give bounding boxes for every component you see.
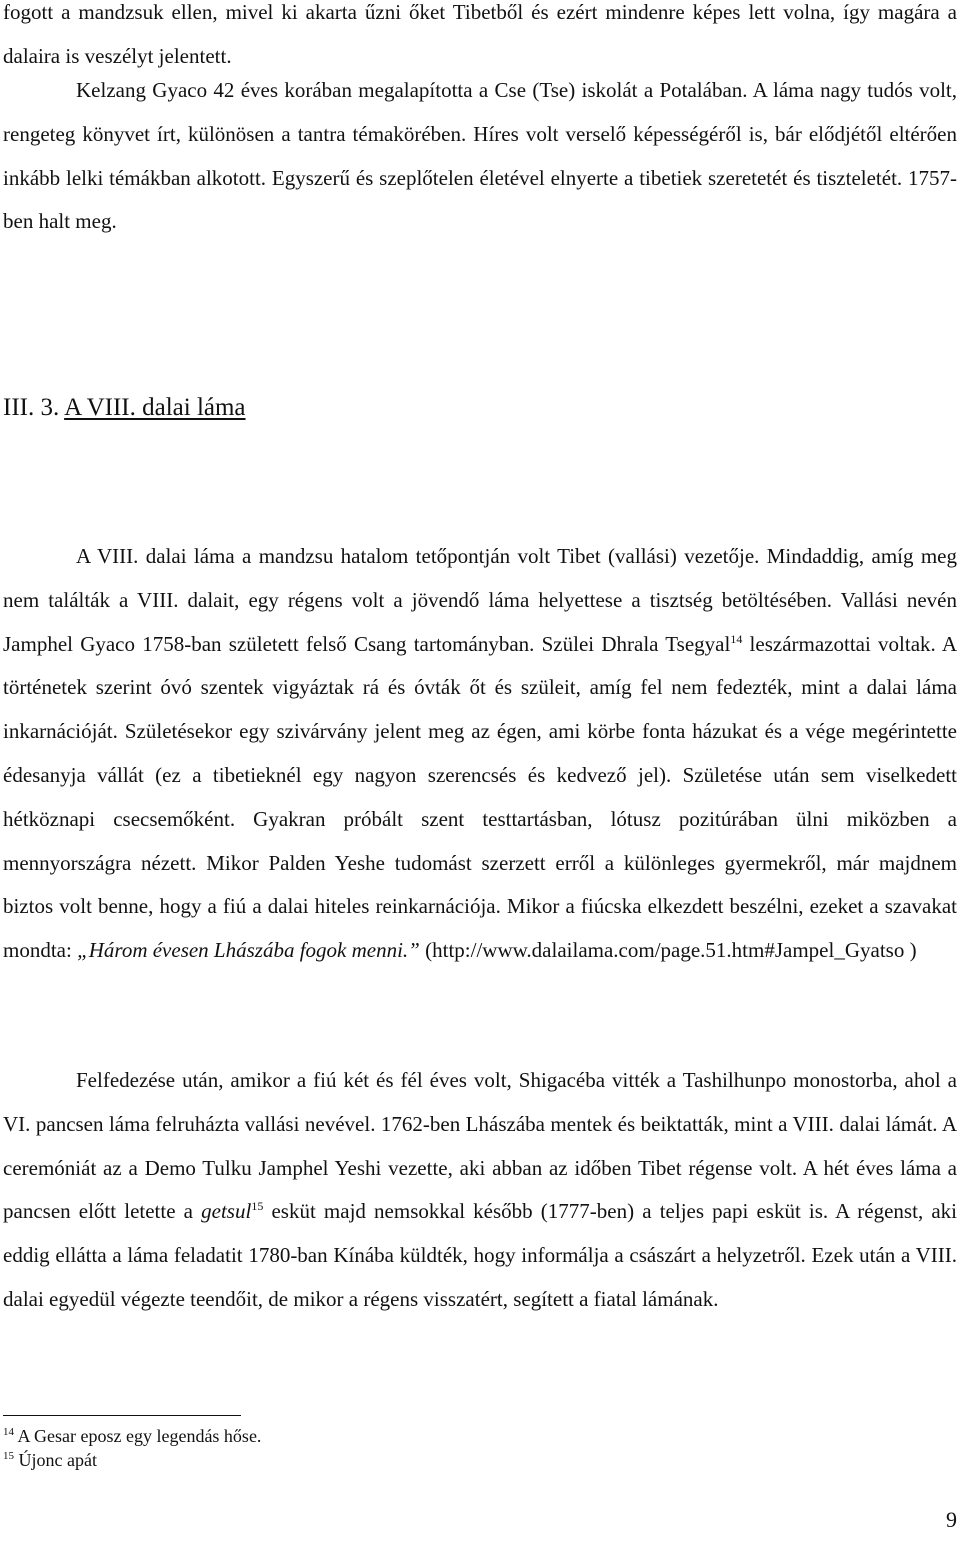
paragraph-continuation — [3, 0, 957, 79]
footnotes — [3, 1424, 703, 1472]
emphasis-getsul: getsul — [201, 1199, 252, 1224]
heading-title: A VIII. dalai láma — [64, 394, 246, 421]
paragraph-text: esküt majd nemsokkal később (1777-ben) a teljes papi esküt is. A régenst, aki eddig ellátta a láma feladatit 1780-ban Kínába küldték, hogy informálja a császárt a helyzetről. Ezek után a VIII. dalai egyedül végezte teendőit, de mikor a régens visszatért, segített a fiatal lámának. — [3, 1199, 957, 1311]
footnote-text: Újonc apát — [14, 1450, 97, 1470]
footnote-divider — [3, 1415, 241, 1416]
paragraph-text: A VIII. dalai láma a mandzsu hatalom tetőpontján volt Tibet (vallási) vezetője. Mindaddig, amíg meg nem találták a VIII. dalait, egy régens volt a jövendő láma helyettese a tisztség betöltésében. Vallási nevén Jamphel Gyaco 1758-ban született felső Csang tartományban. Szülei Dhrala Tsegyal — [3, 544, 957, 656]
footnote-ref-15[interactable]: 15 — [251, 1199, 264, 1214]
footnote-number: 15 — [3, 1450, 14, 1462]
quote-text: „Három évesen Lhászába fogok menni.” — [77, 938, 420, 963]
paragraph-kelzang-gyaco — [3, 69, 957, 244]
paragraph-text: leszármazottai voltak. A történetek szerint óvó szentek vigyáztak rá és óvták őt és szüleit, amíg fel nem fedezték, mint a dalai láma inkarnációját. Születésekor egy szivárvány jelent meg az égen, ami körbe fonta házukat és a vége megérintette édesanyja vállát (ez a tibetieknél egy nagyon szerencsés és kedvező jel). Születése után sem viselkedett hétköznapi csecsemőként. Gyakran próbált szent testtartásban, lótusz pozitúrában ülni miközben a mennyországra nézett. Mikor Palden Yeshe tudomást szerzett erről a különleges gyermekről, már majdnem biztos volt benne, hogy a fiú a dalai hiteles reinkarnációja. Mikor a fiúcska elkezdett beszélni, ezeket a szavakat mondta: — [3, 631, 957, 963]
footnote-15 — [3, 1448, 703, 1472]
paragraph-text: Kelzang Gyaco 42 éves korában megalapította a Cse (Tse) iskolát a Potalában. A láma nagy tudós volt, rengeteg könyvet írt, különösen a tantra témakörében. Híres volt verselő képességéről is, bár elődjétől eltérően inkább lelki témákban alkotott. Egyszerű és szeplőtelen életével elnyerte a tibetiek szeretetét és tiszteletét. 1757-ben halt meg. — [3, 78, 957, 234]
heading-number: III. 3. — [3, 394, 65, 421]
section-heading — [3, 388, 246, 428]
footnote-14 — [3, 1424, 703, 1448]
paragraph-discovery — [3, 1059, 957, 1322]
source-url: (http://www.dalailama.com/page.51.htm#Jampel_Gyatso ) — [419, 938, 917, 963]
paragraph-text: fogott a mandzsuk ellen, mivel ki akarta űzni őket Tibetből és ezért mindenre képes lett volna, így magára a dalaira is veszélyt jelentett. — [3, 0, 957, 68]
page-number: 9 — [946, 1507, 957, 1532]
footnote-ref-14[interactable]: 14 — [730, 631, 743, 646]
footnote-number: 14 — [3, 1426, 14, 1438]
paragraph-viii-dalai-lama — [3, 535, 957, 973]
paragraph-text: Felfedezése után, amikor a fiú két és fél éves volt, Shigacéba vitték a Tashilhunpo monostorba, ahol a VI. pancsen láma felruházta vallási nevével. 1762-ben Lhászába mentek és beiktatták, mint a VIII. dalai lámát. A ceremóniát az a Demo Tulku Jamphel Yeshi vezette, aki abban az időben Tibet régense volt. A hét éves láma a pancsen előtt letette a — [3, 1068, 957, 1224]
footnote-text: A Gesar eposz egy legendás hőse. — [14, 1426, 262, 1446]
